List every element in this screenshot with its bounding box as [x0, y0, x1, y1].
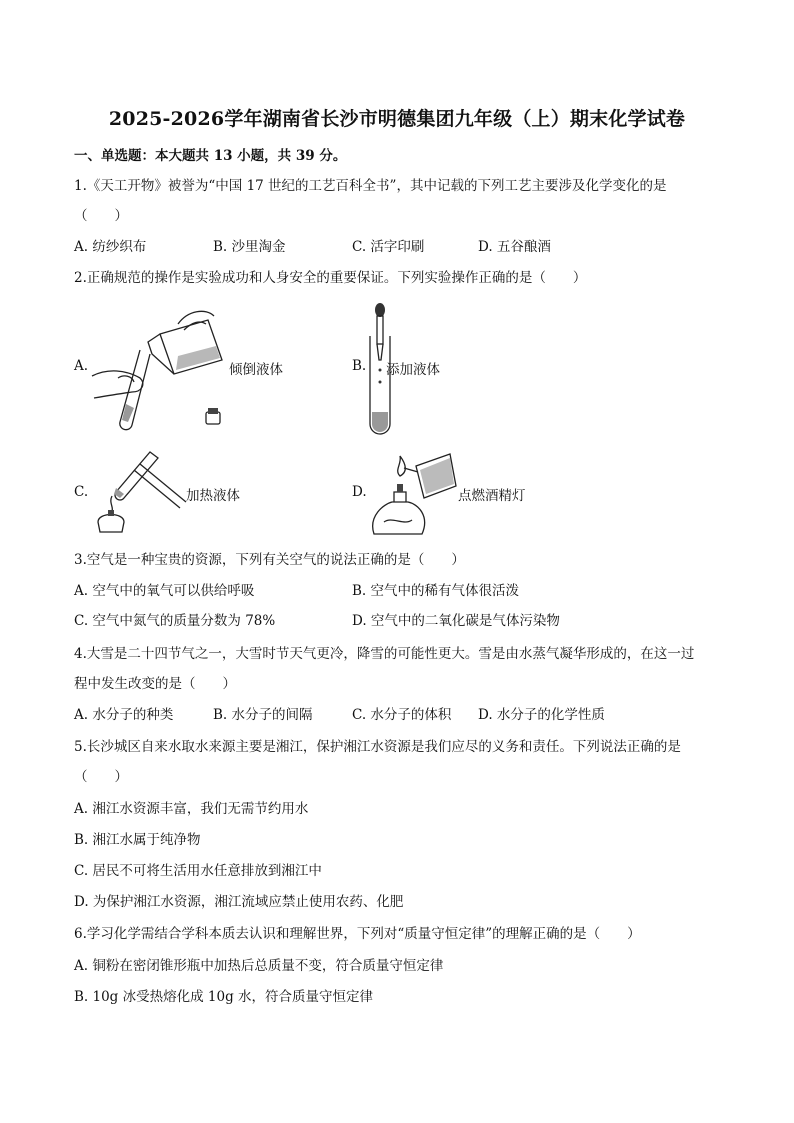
- q2-option-d-letter: D.: [352, 484, 367, 500]
- section-heading: 一、单选题：本大题共 13 小题，共 39 分。: [74, 148, 347, 164]
- question-1-paren: （ ）: [74, 208, 128, 224]
- q4-option-c: C. 水分子的体积: [352, 707, 452, 723]
- page-title: 2025-2026学年湖南省长沙市明德集团九年级（上）期末化学试卷: [108, 108, 686, 130]
- question-4-stem-line1: 4.大雪是二十四节气之一，大雪时节天气更冷，降雪的可能性更大。雪是由水蒸气凝华形成的，在这一过: [74, 646, 695, 662]
- q2-option-b-letter: B.: [352, 358, 367, 374]
- q2-option-c-letter: C.: [74, 484, 89, 500]
- q2-option-c-caption: 加热液体: [186, 488, 240, 504]
- question-5-stem: 5.长沙城区自来水取水来源主要是湘江，保护湘江水资源是我们应尽的义务和责任。下列说法正确的是: [74, 739, 681, 755]
- q4-option-a: A. 水分子的种类: [74, 707, 174, 723]
- question-4-stem-line2: 程中发生改变的是（ ）: [74, 676, 236, 692]
- q6-option-a: A. 铜粉在密闭锥形瓶中加热后总质量不变，符合质量守恒定律: [74, 958, 444, 974]
- q3-option-b: B. 空气中的稀有气体很活泼: [352, 583, 520, 599]
- q1-option-b: B. 沙里淘金: [213, 239, 286, 255]
- q3-option-d: D. 空气中的二氧化碳是气体污染物: [352, 613, 560, 629]
- q2-option-d-caption: 点燃酒精灯: [458, 488, 526, 504]
- question-2-stem: 2.正确规范的操作是实验成功和人身安全的重要保证。下列实验操作正确的是（ ）: [74, 270, 587, 286]
- heating-liquid-figure: [88, 448, 188, 538]
- q1-option-a: A. 纺纱织布: [74, 239, 147, 255]
- q1-option-c: C. 活字印刷: [352, 239, 425, 255]
- question-5-paren: （ ）: [74, 769, 128, 785]
- q6-option-b: B. 10g 冰受热熔化成 10g 水，符合质量守恒定律: [74, 989, 374, 1005]
- q5-option-a: A. 湘江水资源丰富，我们无需节约用水: [74, 801, 309, 817]
- q2-option-b-caption: 添加液体: [386, 362, 440, 378]
- pouring-liquid-figure: [88, 304, 228, 434]
- lighting-alcohol-lamp-figure: [364, 446, 458, 538]
- question-3-stem: 3.空气是一种宝贵的资源，下列有关空气的说法正确的是（ ）: [74, 552, 465, 568]
- q3-option-a: A. 空气中的氧气可以供给呼吸: [74, 583, 255, 599]
- q5-option-d: D. 为保护湘江水资源，湘江流域应禁止使用农药、化肥: [74, 894, 404, 910]
- q2-option-a-letter: A.: [74, 358, 89, 374]
- question-6-stem: 6.学习化学需结合学科本质去认识和理解世界，下列对“质量守恒定律”的理解正确的是（ ）: [74, 926, 641, 942]
- q2-option-a-caption: 倾倒液体: [229, 362, 283, 378]
- q5-option-c: C. 居民不可将生活用水任意排放到湘江中: [74, 863, 322, 879]
- q4-option-b: B. 水分子的间隔: [213, 707, 313, 723]
- q4-option-d: D. 水分子的化学性质: [478, 707, 605, 723]
- q1-option-d: D. 五谷酿酒: [478, 239, 551, 255]
- question-1-stem: 1.《天工开物》被誉为“中国 17 世纪的工艺百科全书”，其中记载的下列工艺主要涉及化学变化的是: [74, 178, 667, 194]
- q5-option-b: B. 湘江水属于纯净物: [74, 832, 201, 848]
- q3-option-c: C. 空气中氮气的质量分数为 78%: [74, 613, 276, 629]
